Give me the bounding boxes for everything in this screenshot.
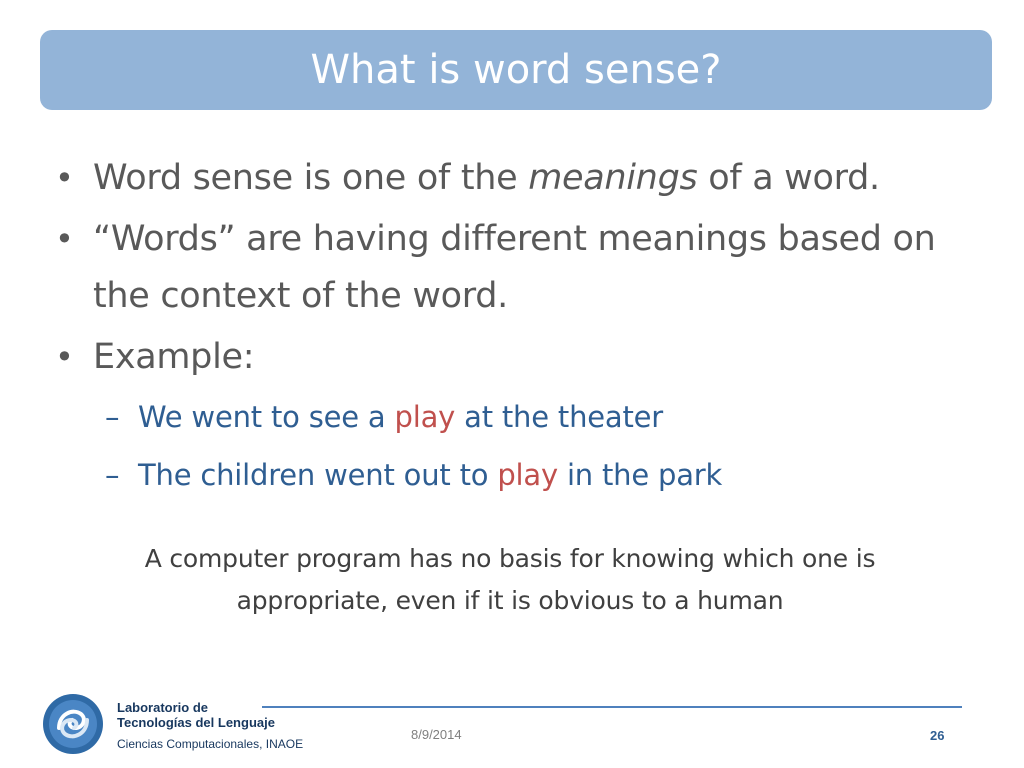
title-bar xyxy=(40,30,992,110)
bullet-text: Example: xyxy=(93,337,255,377)
lab-name-line1: Laboratorio de xyxy=(117,700,209,715)
example-text-after: at the theater xyxy=(455,400,663,434)
lab-name-line2: Tecnologías del Lenguaje xyxy=(117,715,275,730)
bullet-text-before: Word sense is one of the xyxy=(93,158,529,198)
lab-affiliation: Ciencias Computacionales, INAOE xyxy=(117,737,304,751)
slide-note: A computer program has no basis for knowing which one is appropriate, even if it is obvious to a human xyxy=(144,544,876,615)
example-item xyxy=(55,452,965,498)
bullet-dot-icon: • xyxy=(55,220,74,258)
bullet-emphasis: meanings xyxy=(528,158,698,198)
example-text-before: We went to see a xyxy=(138,400,395,434)
bullet-text: “Words” are having different meanings based on the context of the word. xyxy=(93,219,936,316)
example-text-before: The children went out to xyxy=(138,458,498,492)
dash-icon: – xyxy=(105,458,120,492)
bullet-dot-icon: • xyxy=(55,159,74,197)
example-highlight: play xyxy=(394,400,456,434)
bullet-dot-icon: • xyxy=(55,338,74,376)
example-item xyxy=(55,394,965,440)
example-text-after: in the park xyxy=(557,458,723,492)
bullet-item xyxy=(55,211,965,325)
footer-divider xyxy=(262,706,962,708)
bullet-text-after: of a word. xyxy=(697,158,880,198)
lab-name xyxy=(117,700,275,730)
slide-content xyxy=(55,150,965,510)
inaoe-lab-logo-icon xyxy=(41,692,105,756)
dash-icon: – xyxy=(105,400,120,434)
bullet-item xyxy=(55,329,965,386)
example-highlight: play xyxy=(497,458,558,492)
page-number: 26 xyxy=(930,728,945,743)
slide-title: What is word sense? xyxy=(310,47,722,93)
slide-date: 8/9/2014 xyxy=(411,727,462,742)
bullet-item xyxy=(55,150,965,207)
